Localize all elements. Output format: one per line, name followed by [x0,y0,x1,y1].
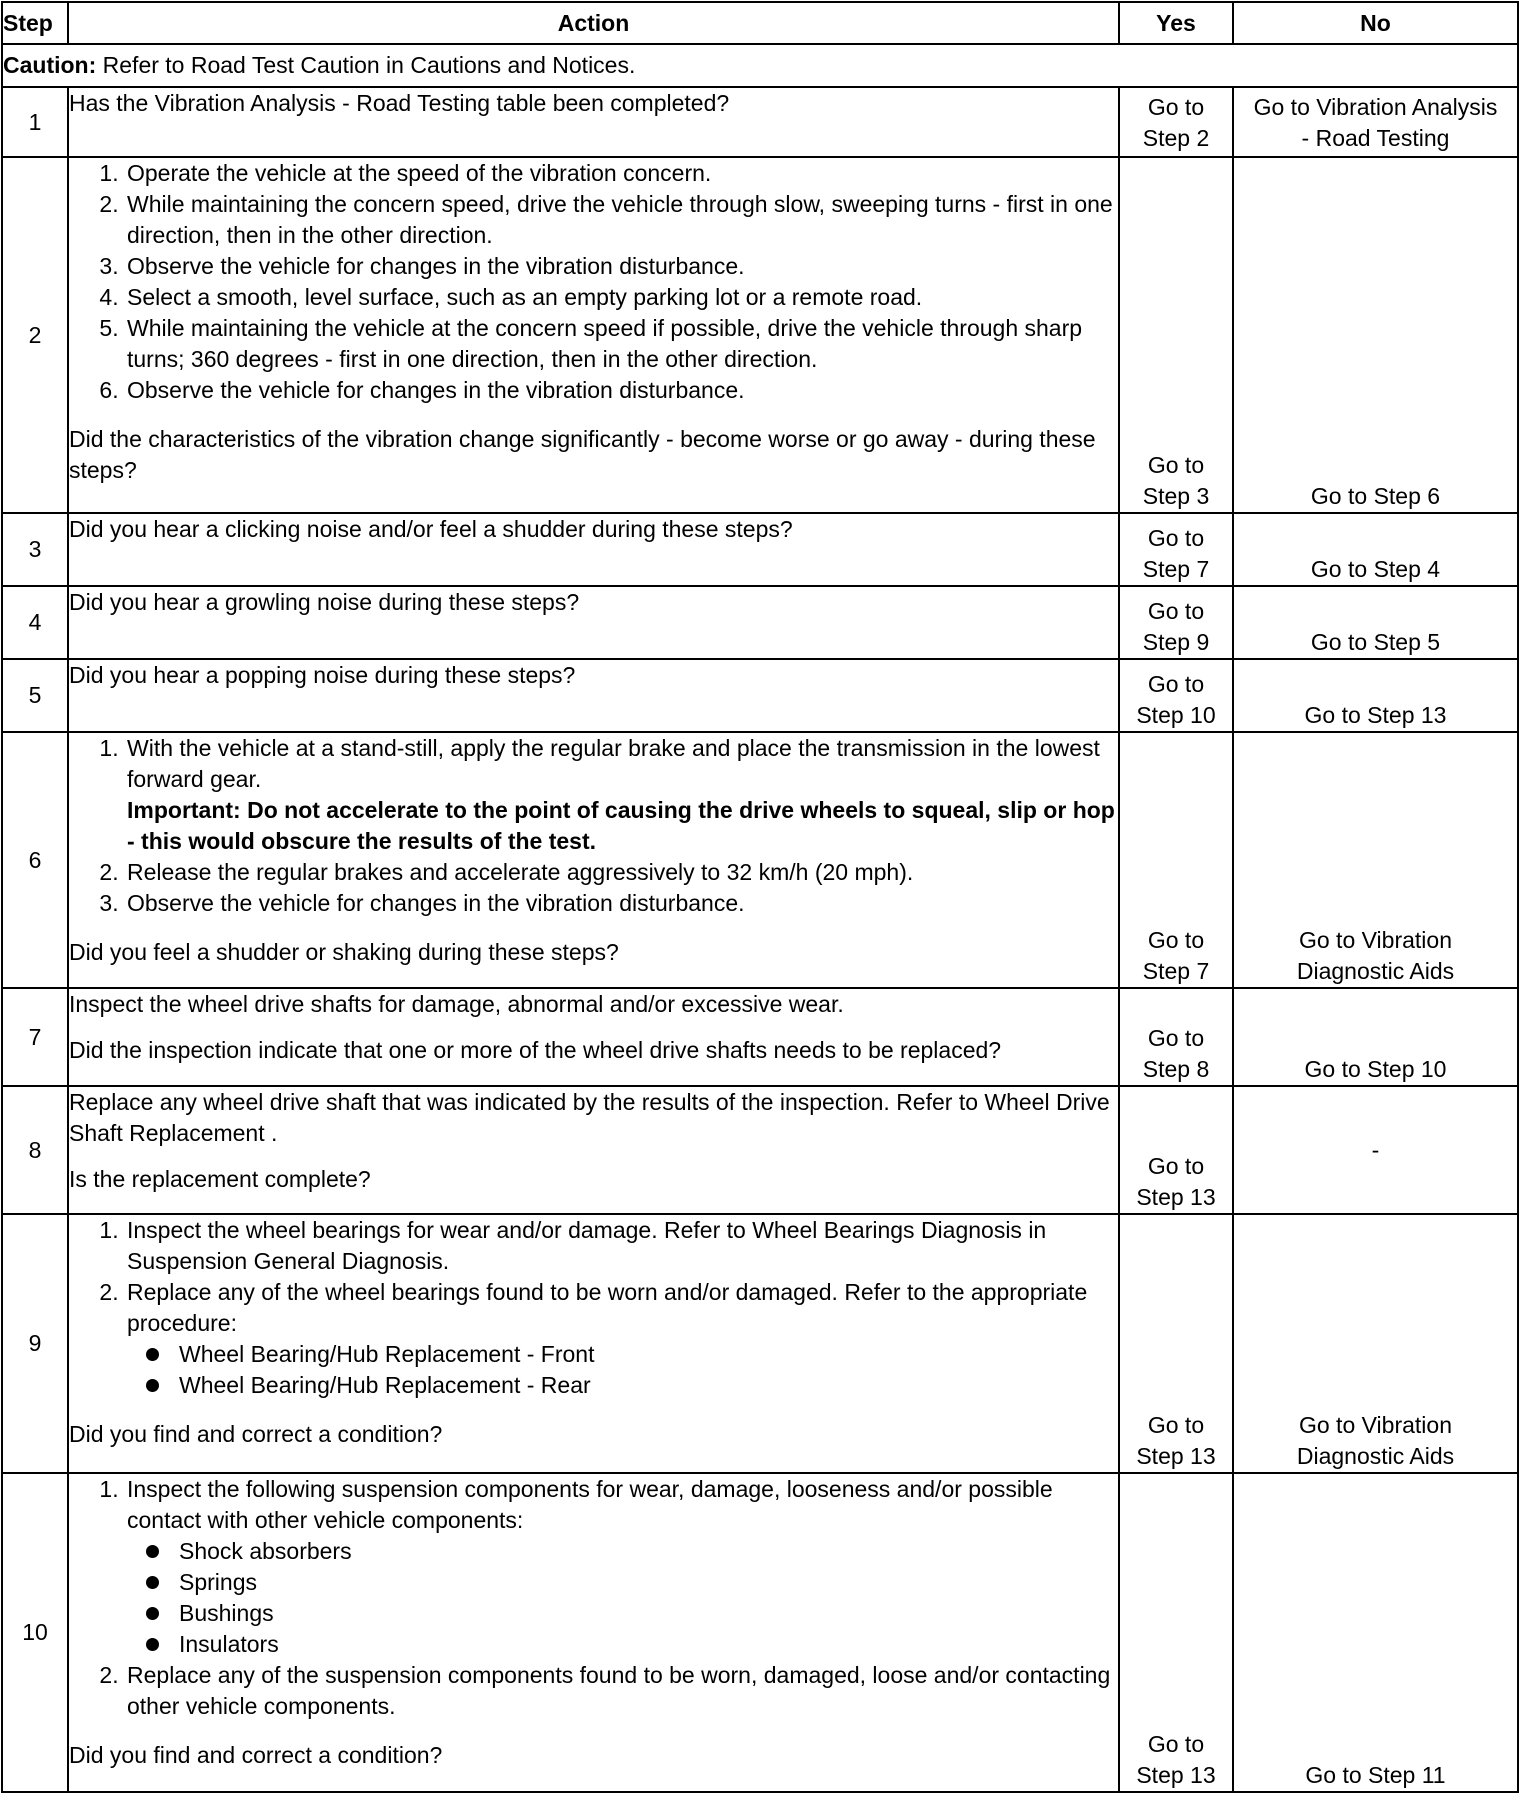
procedure-list [69,1474,1118,1722]
action-cell [68,732,1119,988]
yes-line: Step 13 [1136,1184,1216,1210]
header-no: No [1233,2,1518,44]
no-line: Go to Vibration Analysis [1253,94,1498,120]
yes-cell [1119,659,1233,732]
diagnostic-table [1,1,1519,1793]
header-step: Step [2,2,68,44]
question: Did the inspection indicate that one or more of the wheel drive shafts needs to be replaced? [69,1037,1002,1063]
table-row [2,586,1518,659]
action-cell [68,1214,1119,1473]
yes-cell [1119,1086,1233,1214]
step-number: 7 [2,988,68,1086]
question: Is the replacement complete? [69,1166,371,1192]
procedure-item: 2. Replace any of the suspension components found to be worn, damaged, loose and/or contacting other vehicle components. [125,1660,1118,1722]
no-cell [1233,157,1518,513]
no-line: Go to Step 4 [1310,556,1441,582]
yes-line: Go to [1147,525,1205,551]
yes-cell [1119,87,1233,157]
bullet-list [127,1536,1118,1660]
caution-text: Refer to Road Test Caution in Cautions and Notices. [96,52,636,78]
yes-cell [1119,1473,1233,1792]
caution-label: Caution: [3,52,97,78]
yes-cell [1119,1214,1233,1473]
yes-line: Go to [1147,671,1205,697]
table-row [2,732,1518,988]
step-number: 2 [2,157,68,513]
yes-line: Go to [1147,94,1205,120]
procedure-item-text: Replace any of the wheel bearings found to be worn and/or damaged. Refer to the appropriate procedure: [127,1279,1088,1336]
action-cell [68,157,1119,513]
no-line: Go to Vibration [1298,927,1452,953]
yes-line: Step 7 [1142,556,1210,582]
procedure-item [125,733,1118,857]
bullet-item: Shock absorbers [177,1536,1118,1567]
yes-line: Go to [1147,598,1205,624]
no-line: Go to Step 13 [1304,702,1447,728]
no-line: Diagnostic Aids [1296,1443,1455,1469]
procedure-item [125,1277,1118,1401]
procedure-item: 2. While maintaining the concern speed, drive the vehicle through slow, sweeping turns - first in one direction, then in the other direction. [125,189,1118,251]
yes-line: Go to [1147,1153,1205,1179]
yes-line: Step 7 [1142,958,1210,984]
table-row [2,513,1518,586]
bullet-list [127,1339,1118,1401]
caution-row [2,44,1518,87]
action-cell [68,1473,1119,1792]
procedure-list [69,733,1118,919]
yes-cell [1119,157,1233,513]
no-line: Diagnostic Aids [1296,958,1455,984]
procedure-list [69,1215,1118,1401]
header-yes: Yes [1119,2,1233,44]
action-cell [68,659,1119,732]
no-line: Go to Step 6 [1310,483,1441,509]
procedure-item: 3. Observe the vehicle for changes in the vibration disturbance. [125,251,1118,282]
question: Has the Vibration Analysis - Road Testing table been completed? [69,90,730,116]
procedure-item: 6. Observe the vehicle for changes in the vibration disturbance. [125,375,1118,406]
action-cell [68,988,1119,1086]
action-text: Replace any wheel drive shaft that was indicated by the results of the inspection. Refer to Wheel Drive Shaft Replacement . [69,1089,1110,1146]
header-row [2,2,1518,44]
no-line: Go to Step 10 [1304,1056,1447,1082]
yes-cell [1119,732,1233,988]
yes-line: Step 9 [1142,629,1210,655]
step-number: 3 [2,513,68,586]
no-cell [1233,659,1518,732]
table-row [2,87,1518,157]
yes-cell [1119,586,1233,659]
question: Did you feel a shudder or shaking during these steps? [69,939,619,965]
question: Did the characteristics of the vibration change significantly - become worse or go away - during these steps? [69,426,1096,483]
question: Did you hear a clicking noise and/or feel a shudder during these steps? [69,516,793,542]
bullet-item: Wheel Bearing/Hub Replacement - Front [177,1339,1118,1370]
procedure-item: 2. Release the regular brakes and accelerate aggressively to 32 km/h (20 mph). [125,857,1118,888]
table-row [2,157,1518,513]
yes-line: Go to [1147,1412,1205,1438]
procedure-item: 5. While maintaining the vehicle at the concern speed if possible, drive the vehicle through sharp turns; 360 degrees - first in one direction, then in the other direction. [125,313,1118,375]
bullet-item: Wheel Bearing/Hub Replacement - Rear [177,1370,1118,1401]
no-cell [1233,988,1518,1086]
yes-line: Step 8 [1142,1056,1210,1082]
step-number: 10 [2,1473,68,1792]
question: Did you find and correct a condition? [69,1421,443,1447]
yes-line: Go to [1147,452,1205,478]
action-cell [68,1086,1119,1214]
yes-line: Step 3 [1142,483,1210,509]
question: Did you find and correct a condition? [69,1742,443,1768]
bullet-item: Bushings [177,1598,1118,1629]
yes-line: Step 2 [1142,125,1210,151]
yes-line: Step 13 [1136,1443,1216,1469]
table-row [2,1086,1518,1214]
yes-line: Go to [1147,1025,1205,1051]
action-text: Inspect the wheel drive shafts for damage, abnormal and/or excessive wear. [69,991,844,1017]
no-cell [1233,87,1518,157]
procedure-item: 3. Observe the vehicle for changes in the vibration disturbance. [125,888,1118,919]
step-number: 6 [2,732,68,988]
yes-line: Go to [1147,927,1205,953]
no-cell [1233,513,1518,586]
yes-line: Go to [1147,1731,1205,1757]
step-number: 5 [2,659,68,732]
bullet-item: Springs [177,1567,1118,1598]
yes-line: Step 10 [1136,702,1216,728]
caution-cell [2,44,1518,87]
step-number: 9 [2,1214,68,1473]
procedure-item [125,1474,1118,1660]
no-line: - [1371,1136,1380,1163]
no-line: Go to Step 11 [1305,1762,1446,1788]
procedure-item: 4. Select a smooth, level surface, such as an empty parking lot or a remote road. [125,282,1118,313]
procedure-item-text: Inspect the following suspension components for wear, damage, looseness and/or possible contact with other vehicle components: [127,1476,1053,1533]
table-row [2,988,1518,1086]
action-cell [68,586,1119,659]
step-number: 4 [2,586,68,659]
no-line: - Road Testing [1301,125,1450,151]
table-row [2,1214,1518,1473]
procedure-item-text: With the vehicle at a stand-still, apply the regular brake and place the transmission in the lowest forward gear. [127,735,1100,792]
step-number: 8 [2,1086,68,1214]
yes-cell [1119,513,1233,586]
question: Did you hear a growling noise during these steps? [69,589,580,615]
no-line: Go to Step 5 [1310,629,1441,655]
procedure-item: 1. Inspect the wheel bearings for wear and/or damage. Refer to Wheel Bearings Diagnosis in Suspension General Diagnosis. [125,1215,1118,1277]
procedure-list [69,158,1118,406]
yes-line: Step 13 [1136,1762,1216,1788]
step-number: 1 [2,87,68,157]
no-cell [1233,1214,1518,1473]
no-cell [1233,732,1518,988]
question: Did you hear a popping noise during these steps? [69,662,576,688]
important-note: Important: Do not accelerate to the point of causing the drive wheels to squeal, slip or hop - this would obscure the results of the test. [127,797,1115,854]
no-cell [1233,1086,1518,1214]
bullet-item: Insulators [177,1629,1118,1660]
table-row [2,659,1518,732]
yes-cell [1119,988,1233,1086]
action-cell [68,87,1119,157]
table-row [2,1473,1518,1792]
procedure-item: 1. Operate the vehicle at the speed of the vibration concern. [125,158,1118,189]
no-cell [1233,586,1518,659]
action-cell [68,513,1119,586]
no-line: Go to Vibration [1298,1412,1452,1438]
header-action: Action [68,2,1119,44]
no-cell [1233,1473,1518,1792]
